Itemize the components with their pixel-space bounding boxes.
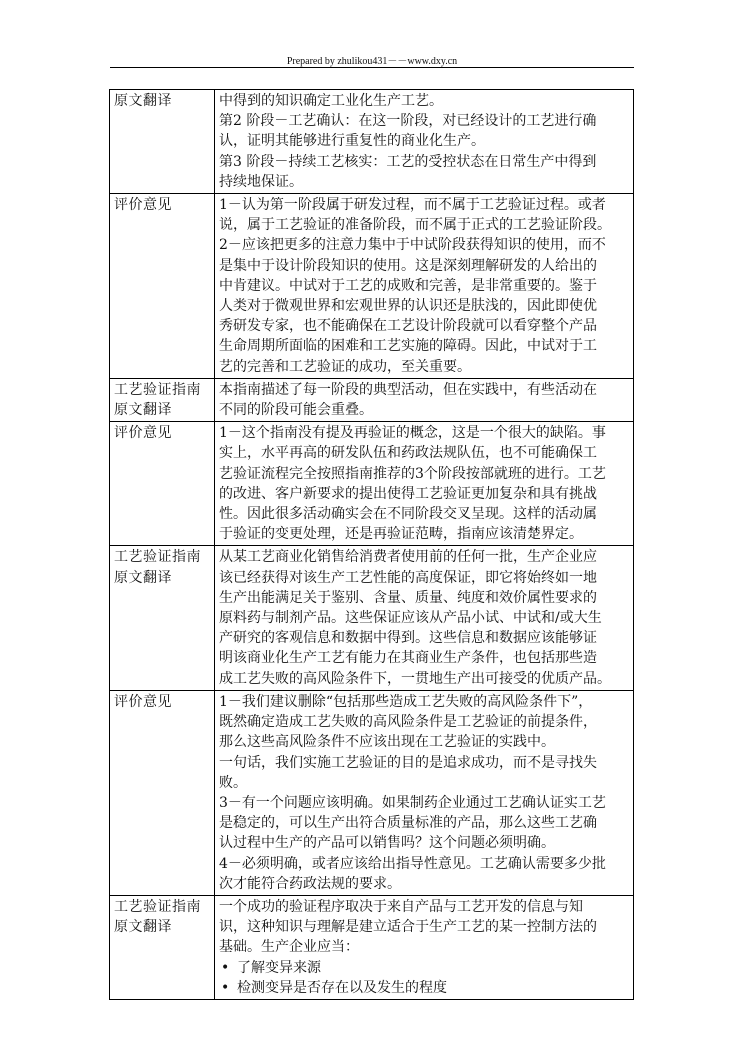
content-line: 第3 阶段－持续工艺核实：工艺的受控状态在日常生产中得到 bbox=[219, 153, 597, 170]
row-content-cell bbox=[215, 378, 634, 421]
content-line: 败。 bbox=[219, 774, 247, 791]
content-line: 持续地保证。 bbox=[219, 173, 303, 190]
review-table-body bbox=[110, 90, 634, 1000]
row-label-cell bbox=[110, 422, 215, 546]
content-line: 说，属于工艺验证的准备阶段，而不属于正式的工艺验证阶段。 bbox=[219, 217, 611, 234]
content-line: 不同的阶段可能会重叠。 bbox=[219, 402, 373, 419]
table-row bbox=[110, 90, 634, 194]
content-line: 1－认为第一阶段属于研发过程，而不属于工艺验证过程。或者 bbox=[219, 197, 606, 214]
content-line: 秀研发专家，也不能确保在工艺设计阶段就可以看穿整个产品 bbox=[219, 318, 597, 335]
content-line: 3－有一个问题应该明确。如果制药企业通过工艺确认证实工艺 bbox=[219, 794, 606, 811]
row-label: 评价意见 bbox=[114, 425, 172, 442]
row-label-cell bbox=[110, 690, 215, 895]
row-label: 工艺验证指南 bbox=[114, 549, 201, 566]
content-line: 生命周期所面临的困难和工艺实施的障碍。因此，中试对于工 bbox=[219, 338, 597, 355]
content-line: 4－必须明确，或者应该给出指导性意见。工艺确认需要多少批 bbox=[219, 855, 606, 872]
bullet-icon: • bbox=[221, 959, 230, 976]
row-content-cell bbox=[215, 690, 634, 895]
row-content-cell bbox=[215, 194, 634, 379]
content-line: 明该商业化生产工艺有能力在其商业生产条件，也包括那些造 bbox=[219, 650, 597, 667]
row-content-cell bbox=[215, 895, 634, 999]
content-line: 本指南描述了每一阶段的典型活动，但在实践中，有些活动在 bbox=[219, 381, 597, 398]
row-label: 原文翻译 bbox=[114, 919, 172, 936]
table-row bbox=[110, 690, 634, 895]
bullet-list bbox=[219, 958, 629, 998]
content-line: 既然确定造成工艺失败的高风险条件是工艺验证的前提条件， bbox=[219, 714, 597, 731]
row-label-cell bbox=[110, 378, 215, 421]
row-label: 工艺验证指南 bbox=[114, 898, 201, 915]
content-line: 实上，水平再高的研发队伍和药政法规队伍，也不可能确保工 bbox=[219, 445, 597, 462]
content-line: 那么这些高风险条件不应该出现在工艺验证的实践中。 bbox=[219, 734, 555, 751]
row-label: 评价意见 bbox=[114, 693, 172, 710]
content-line: 的改进、客户新要求的提出使得工艺验证更加复杂和具有挑战 bbox=[219, 485, 597, 502]
bullet-icon: • bbox=[221, 979, 230, 996]
content-line: 产研究的客观信息和数据中得到。这些信息和数据应该能够证 bbox=[219, 630, 597, 647]
content-line: 中肯建议。中试对于工艺的成败和完善，是非常重要的。鉴于 bbox=[219, 277, 597, 294]
content-line: 原料药与制剂产品。这些保证应该从产品小试、中试和/或大生 bbox=[219, 610, 602, 627]
table-row bbox=[110, 422, 634, 546]
content-line: 从某工艺商业化销售给消费者使用前的任何一批，生产企业应 bbox=[219, 549, 597, 566]
table-row bbox=[110, 895, 634, 999]
row-content-cell bbox=[215, 422, 634, 546]
row-label: 工艺验证指南 bbox=[114, 381, 201, 398]
content-line: 第2 阶段－工艺确认：在这一阶段，对已经设计的工艺进行确 bbox=[219, 113, 597, 130]
content-line: 次才能符合药政法规的要求。 bbox=[219, 875, 401, 892]
row-content-cell bbox=[215, 546, 634, 690]
row-label-cell bbox=[110, 546, 215, 690]
table-row bbox=[110, 194, 634, 379]
row-label: 评价意见 bbox=[114, 197, 172, 214]
list-item bbox=[219, 978, 629, 998]
content-line: 是集中于设计阶段知识的使用。这是深刻理解研发的人给出的 bbox=[219, 257, 597, 274]
row-content-cell bbox=[215, 90, 634, 194]
list-item bbox=[219, 958, 629, 978]
row-label: 原文翻译 bbox=[114, 402, 172, 419]
table-row bbox=[110, 378, 634, 421]
content-line: 艺验证流程完全按照指南推荐的3个阶段按部就班的进行。工艺 bbox=[219, 465, 606, 482]
row-label-cell bbox=[110, 895, 215, 999]
content-line: 1－这个指南没有提及再验证的概念，这是一个很大的缺陷。事 bbox=[219, 425, 606, 442]
content-line: 认过程中生产的产品可以销售吗？这个问题必须明确。 bbox=[219, 835, 555, 852]
row-label-cell bbox=[110, 194, 215, 379]
content-line: 基础。生产企业应当： bbox=[219, 939, 359, 956]
content-line: 该已经获得对该生产工艺性能的高度保证，即它将始终如一地 bbox=[219, 569, 597, 586]
content-line: 认，证明其能够进行重复性的商业化生产。 bbox=[219, 133, 485, 150]
content-line: 识，这种知识与理解是建立适合于生产工艺的某一控制方法的 bbox=[219, 919, 597, 936]
content-line: 是稳定的，可以生产出符合质量标准的产品，那么这些工艺确 bbox=[219, 815, 597, 832]
content-line: 性。因此很多活动确实会在不同阶段交叉呈现。这样的活动属 bbox=[219, 506, 597, 523]
content-line: 生产出能满足关于鉴别、含量、质量、纯度和效价属性要求的 bbox=[219, 589, 597, 606]
review-table bbox=[109, 89, 634, 1000]
table-row bbox=[110, 546, 634, 690]
content-line: 一个成功的验证程序取决于来自产品与工艺开发的信息与知 bbox=[219, 898, 583, 915]
content-line: 1－我们建议删除“包括那些造成工艺失败的高风险条件下”， bbox=[219, 693, 593, 710]
content-line: 中得到的知识确定工业化生产工艺。 bbox=[219, 93, 443, 109]
content-line: 一句话，我们实施工艺验证的目的是追求成功，而不是寻找失 bbox=[219, 754, 597, 771]
content-line: 于验证的变更处理，还是再验证范畴，指南应该清楚界定。 bbox=[219, 526, 583, 543]
content-line: 2－应该把更多的注意力集中于中试阶段获得知识的使用，而不 bbox=[219, 237, 606, 254]
bullet-text: 了解变异来源 bbox=[237, 959, 321, 976]
row-label: 原文翻译 bbox=[114, 569, 172, 586]
bullet-text: 检测变异是否存在以及发生的程度 bbox=[237, 979, 447, 996]
header-rule bbox=[110, 67, 634, 68]
row-label: 原文翻译 bbox=[114, 93, 172, 109]
row-label-cell bbox=[110, 90, 215, 194]
content-line: 成工艺失败的高风险条件下，一贯地生产出可接受的优质产品。 bbox=[219, 670, 611, 687]
page-header: Prepared by zhulikou431－－www.dxy.cn bbox=[286, 56, 458, 67]
content-line: 人类对于微观世界和宏观世界的认识还是肤浅的，因此即使优 bbox=[219, 298, 597, 315]
content-line: 艺的完善和工艺验证的成功，至关重要。 bbox=[219, 358, 471, 375]
